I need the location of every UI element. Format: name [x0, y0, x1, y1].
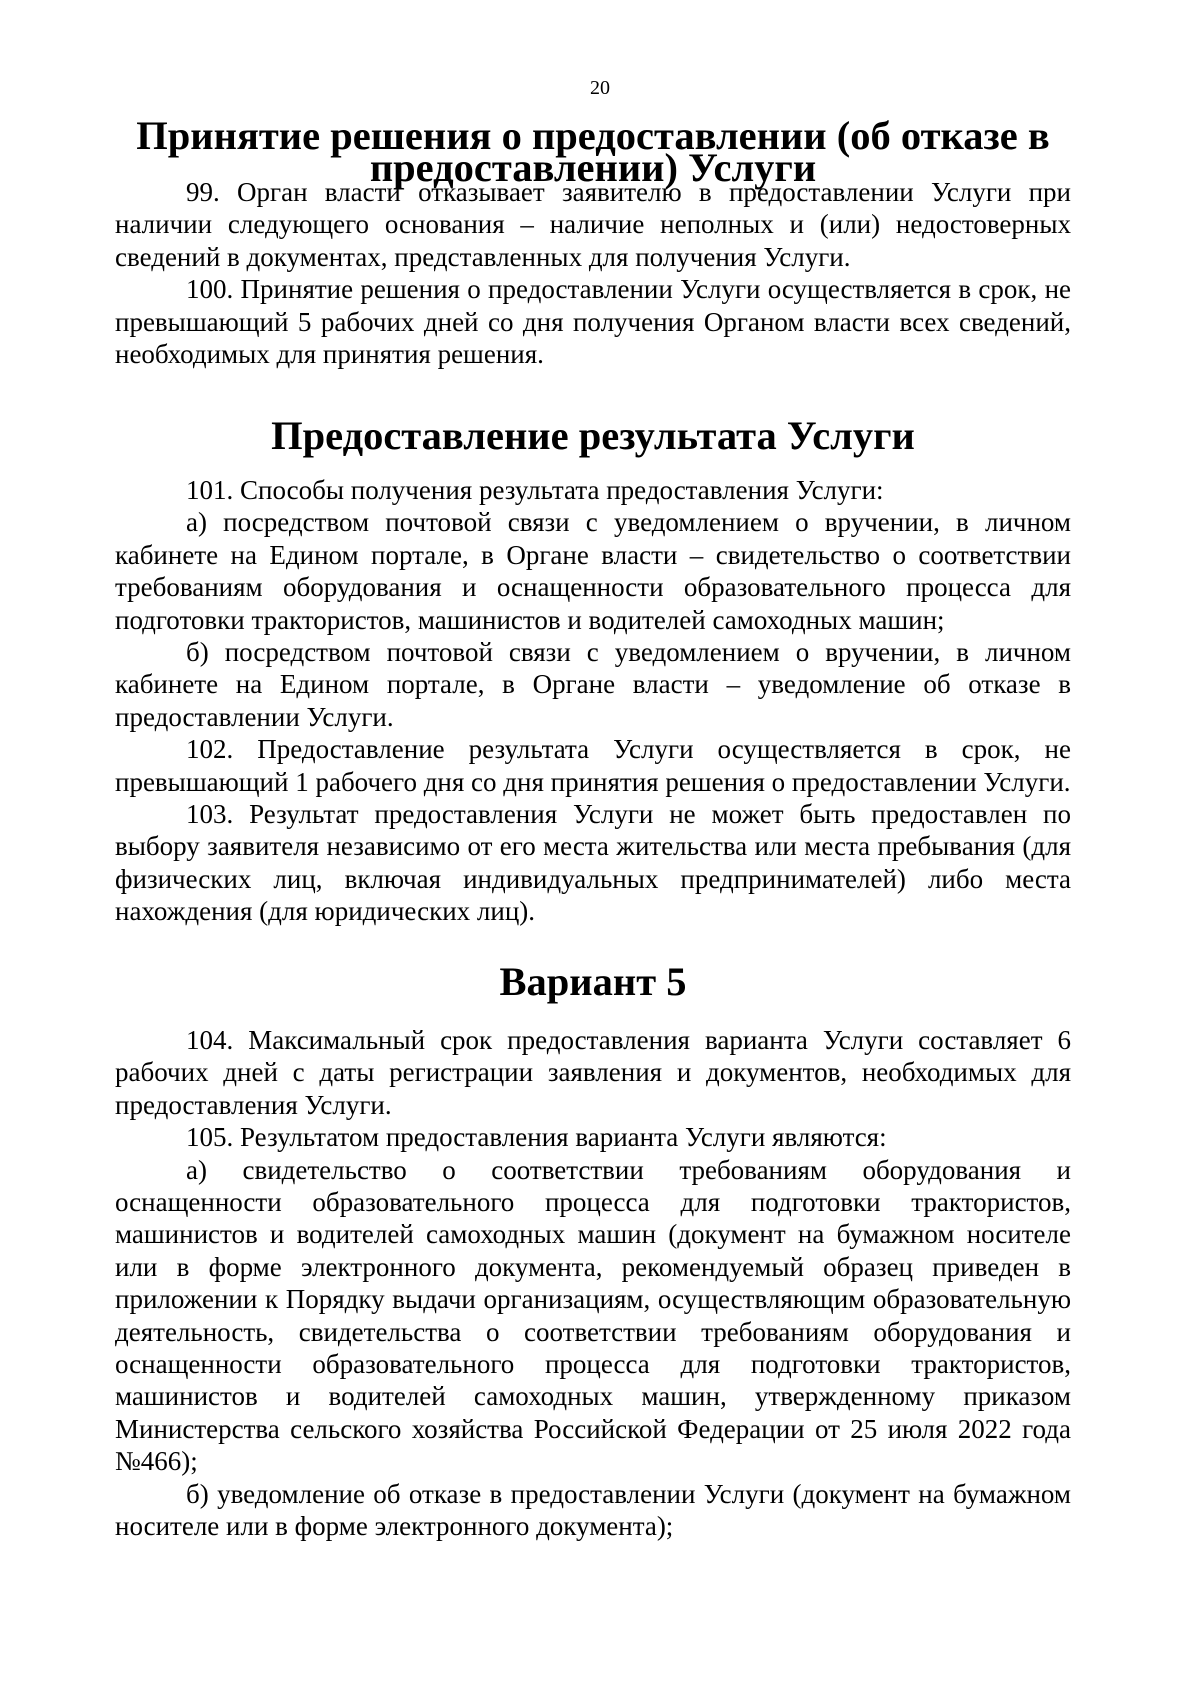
paragraph-105-b: б) уведомление об отказе в предоставлении Услуги (документ на бумажном носителе или в форме электронного документа);	[115, 1478, 1071, 1542]
paragraph-102: 102. Предоставление результата Услуги осуществляется в срок, не превышающий 1 рабочего дня со дня принятия решения о предоставлении Услуги.	[115, 734, 1071, 797]
paragraph-101-b: б) посредством почтовой связи с уведомлением о вручении, в личном кабинете на Едином портале, в Органе власти – уведомление об отказе в предоставлении Услуги.	[115, 637, 1071, 732]
paragraph-103: 103. Результат предоставления Услуги не может быть предоставлен по выбору заявителя независимо от его места жительства или места пребывания (для физических лиц, включая индивидуальных предпринимателей) либо места нахождения (для юридических лиц).	[115, 799, 1071, 927]
paragraph-101-a: а) посредством почтовой связи с уведомлением о вручении, в личном кабинете на Едином портале, в Органе власти – свидетельство о соответствии требованиям оборудования и оснащенности образовательного процесса для подготовки трактористов, машинистов и водителей самоходных машин;	[115, 507, 1071, 635]
section-body-decision	[115, 176, 1071, 370]
paragraph-101: 101. Способы получения результата предоставления Услуги:	[186, 475, 884, 505]
section-heading-variant-5: Вариант 5	[499, 959, 687, 1004]
paragraph-105: 105. Результатом предоставления варианта Услуги являются:	[186, 1122, 887, 1153]
page-number: 20	[590, 77, 610, 99]
paragraph-104: 104. Максимальный срок предоставления варианта Услуги составляет 6 рабочих дней с даты регистрации заявления и документов, необходимых для предоставления Услуги.	[115, 1025, 1071, 1120]
paragraph-105-a: а) свидетельство о соответствии требованиям оборудования и оснащенности образовательного процесса для подготовки трактористов, машинистов и водителей самоходных машин (документ на бумажном носителе или в форме электронного документа, рекомендуемый образец приведен в приложении к Порядку выдачи организациям, осуществляющим образовательную деятельность, свидетельства о соответствии требованиям оборудования и оснащенности образовательного процесса для подготовки трактористов, машинистов и водителей самоходных машин, утвержденному приказом Министерства сельского хозяйства Российской Федерации от 25 июля 2022 года №466);	[115, 1154, 1071, 1477]
section-body-variant-5	[115, 1024, 1071, 1543]
section-heading-result: Предоставление результата Услуги	[271, 413, 915, 458]
paragraph-99: 99. Орган власти отказывает заявителю в предоставлении Услуги при наличии следующего основания – наличие неполных и (или) недостоверных сведений в документах, представленных для получения Услуги.	[115, 177, 1071, 272]
paragraph-100: 100. Принятие решения о предоставлении Услуги осуществляется в срок, не превышающий 5 рабочих дней со дня получения Органом власти всех сведений, необходимых для принятия решения.	[115, 274, 1071, 370]
section-body-result	[115, 474, 1071, 928]
section-heading-decision: Принятие решения о предоставлении (об отказе в предоставлении) Услуги	[136, 113, 1050, 191]
